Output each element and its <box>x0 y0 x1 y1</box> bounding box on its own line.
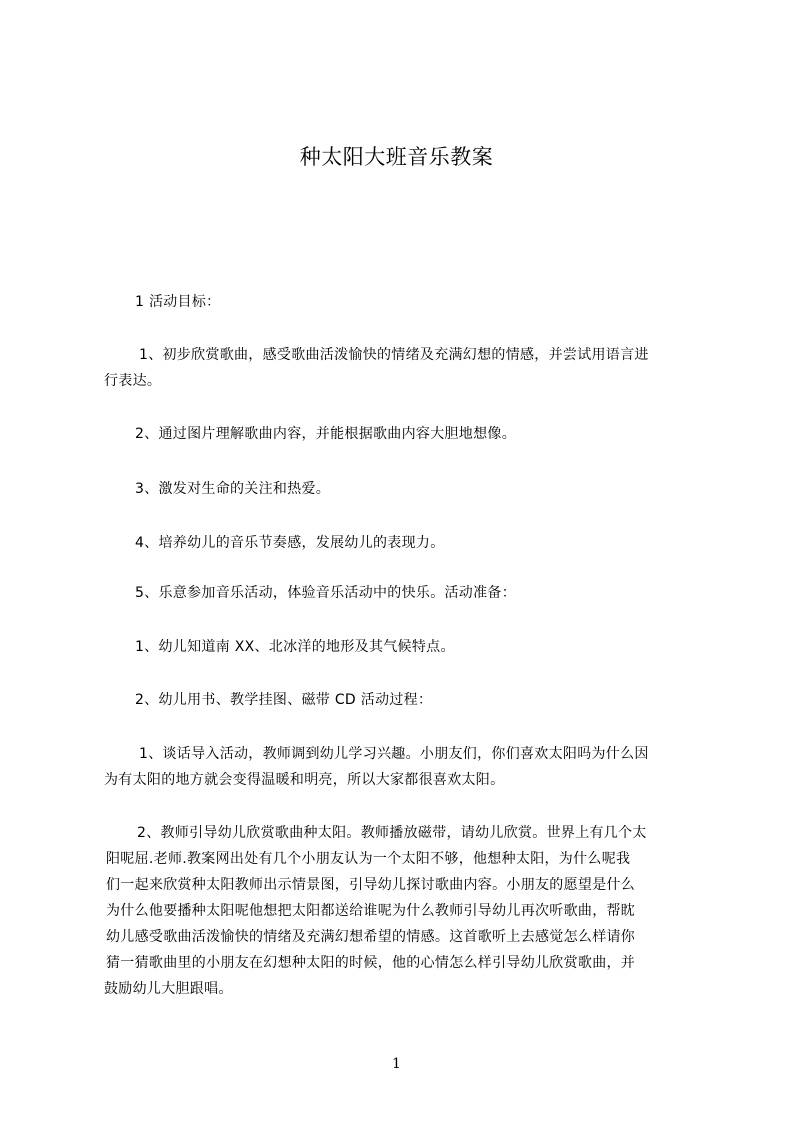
paragraph-line: 们一起来欣赏种太阳教师出示情景图，引导幼儿探讨歌曲内容。小朋友的愿望是什么 <box>106 877 636 893</box>
paragraph-objective-3 <box>104 476 718 502</box>
paragraph-line: 1、谈话导入活动，教师调到幼儿学习兴趣。小朋友们，你们喜欢太阳吗为什么因 <box>139 746 649 762</box>
document-title: 种太阳大班音乐教案 <box>299 145 494 169</box>
paragraph-objective-4 <box>104 530 718 556</box>
paragraph-line: 行表达。 <box>104 373 162 389</box>
paragraph-objective-2 <box>104 421 718 447</box>
paragraph-line: 2、幼儿用书、教学挂图、磁带 CD 活动过程： <box>135 692 433 708</box>
paragraph-objective-5 <box>104 580 718 606</box>
paragraph-line: 4、培养幼儿的音乐节奏感，发展幼儿的表现力。 <box>135 535 445 551</box>
paragraph-line: 2、教师引导幼儿欣赏歌曲种太阳。教师播放磁带，请幼儿欣赏。世界上有几个太 <box>137 825 647 841</box>
paragraph-line: 幼儿感受歌曲活泼愉快的情绪及充满幻想希望的情感。这首歌听上去感觉怎么样请你 <box>106 929 636 945</box>
paragraph-preparation-2 <box>104 687 718 713</box>
paragraph-preparation-1 <box>104 634 718 660</box>
paragraph-line: 1 活动目标： <box>135 294 221 310</box>
paragraph-line: 5、乐意参加音乐活动，体验音乐活动中的快乐。活动准备： <box>135 585 517 601</box>
paragraph-line: 阳呢屈.老师.教案网出处有几个小朋友认为一个太阳不够，他想种太阳，为什么呢我 <box>106 851 631 867</box>
paragraph-line: 鼓励幼儿大胆跟唱。 <box>104 981 233 997</box>
paragraph-process-1 <box>104 741 718 793</box>
paragraph-line: 2、通过图片理解歌曲内容，并能根据歌曲内容大胆地想像。 <box>135 426 517 442</box>
paragraph-line: 为有太阳的地方就会变得温暖和明亮，所以大家都很喜欢太阳。 <box>104 772 505 788</box>
paragraph-line: 3、激发对生命的关注和热爱。 <box>135 481 331 497</box>
paragraph-line: 为什么他要播种太阳呢他想把太阳都送给谁呢为什么教师引导幼儿再次听歌曲，帮眈 <box>106 903 636 919</box>
page-number: 1 <box>392 1056 401 1072</box>
paragraph-process-2 <box>104 820 718 1002</box>
paragraph-line: 1、初步欣赏歌曲，感受歌曲活泼愉快的情绪及充满幻想的情感，并尝试用语言进 <box>139 347 649 363</box>
paragraph-objectives-heading <box>104 289 718 315</box>
paragraph-line: 1、幼儿知道南 XX、北冰洋的地形及其气候特点。 <box>135 639 455 655</box>
paragraph-line: 猜一猜歌曲里的小朋友在幻想种太阳的时候，他的心情怎么样引导幼儿欣赏歌曲，并 <box>106 955 636 971</box>
paragraph-objective-1 <box>104 342 718 394</box>
